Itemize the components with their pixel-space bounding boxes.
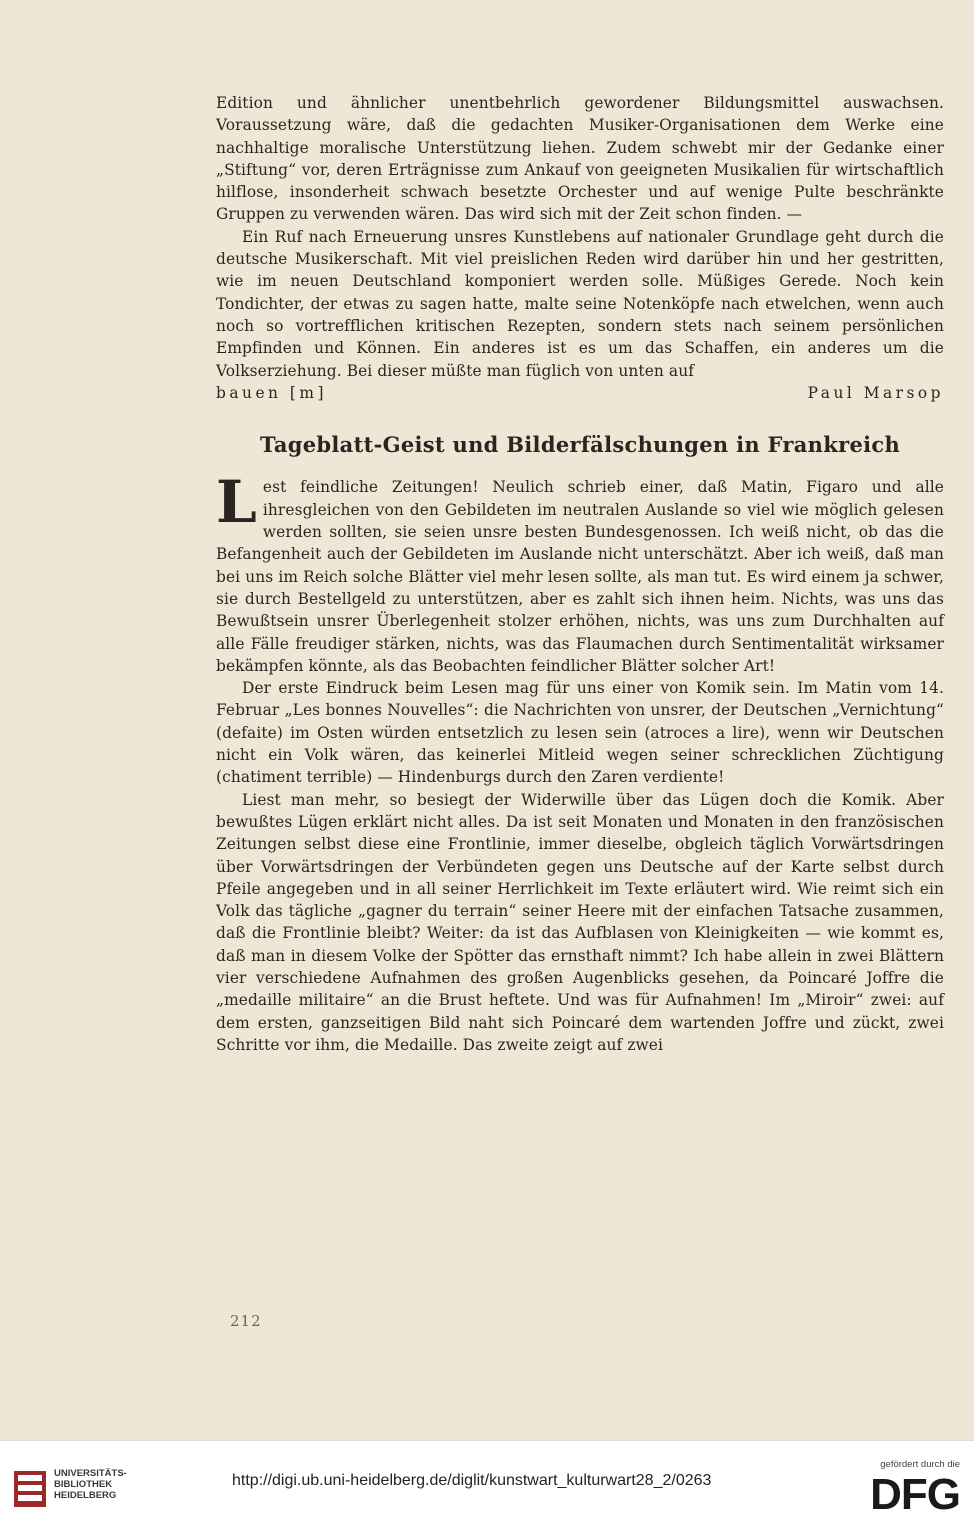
digitization-footer bbox=[0, 1440, 974, 1531]
section-heading: Tageblatt-Geist und Bilderfälschungen in Frankreich bbox=[259, 432, 901, 458]
library-name-line-3: HEIDELBERG bbox=[54, 1490, 117, 1501]
paragraph-1: Edition und ähnlicher unentbehrlich gewordener Bildungsmittel auswachsen. Voraussetzung wäre, daß die gedachten Musiker-Organisationen dem Werke eine nachhaltige moralische Unterstützung liehen. Zudem schwebt mir der Gedanke einer „Stiftung“ vor, deren Erträgnisse zum Ankauf von geeigneten Musikalien für wirtschaftlich hilflose, insonderheit schwach besetzte Orchester und auf wenige Pulte beschränkte Gruppen zu verwenden wären. Das wird sich mit der Zeit schon finden. — bbox=[216, 94, 944, 224]
library-name-line-2: BIBLIOTHEK bbox=[54, 1479, 113, 1490]
paragraph-3-text: est feindliche Zeitungen! Neulich schrieb einer, daß Matin, Figaro und alle ihresgleichen von den Gebildeten im neutralen Auslande so viel wie möglich gelesen werden sollten, sie seien unsre besten Bundesgenossen. Ich weiß nicht, ob das die Befangenheit auch der Gebildeten im Auslande nicht unterschätzt. Aber ich weiß, daß man bei uns im Reich solche Blätter viel mehr lesen sollte, als man tut. Es wird einem ja schwer, sie durch Bestellgeld zu unterstützen, aber es zahlt sich ihnen heim. Nichts, was uns das Bewußtsein unsrer Überlegenheit stolzer erhöhen, nichts, was uns zum Durchhalten auf alle Fälle freudiger stärken, nichts, was das Flaumachen durch Sentimentalität wirksamer bekämpfen könnte, als das Beobachten feindlicher Blätter solcher Art! bbox=[216, 478, 944, 675]
funded-by-label: gefördert durch die bbox=[880, 1459, 960, 1470]
author-signature: Paul Marsop bbox=[807, 383, 944, 402]
source-url-link[interactable]: http://digi.ub.uni-heidelberg.de/diglit/kunstwart_kulturwart28_2/0263 bbox=[232, 1472, 712, 1489]
library-name-line-1: UNIVERSITÄTS- bbox=[54, 1468, 127, 1479]
university-library-logo-icon bbox=[12, 1469, 48, 1509]
paragraph-2-end: bauen [m] bbox=[216, 383, 327, 402]
page-number: 212 bbox=[230, 1312, 262, 1330]
paragraph-2: Ein Ruf nach Erneuerung unsres Kunstlebens auf nationaler Grundlage geht durch die deutsche Musikerschaft. Mit viel preislichen Reden wird darüber hin und her gestritten, wie im neuen Deutschland komponiert werden solle. Müßiges Gerede. Noch kein Tondichter, der etwas zu sagen hatte, malte seine Notenköpfe nach etwelchen, wenn auch noch so vortrefflichen kritischen Rezepten, sondern stets nach seinem persönlichen Empfinden und Können. Ein anderes ist es um das Schaffen, ein anderes um die Volkserziehung. Bei dieser müßte man füglich von unten auf bbox=[216, 227, 944, 380]
paragraph-4: Der erste Eindruck beim Lesen mag für uns einer von Komik sein. Im Matin vom 14. Februar „Les bonnes Nouvelles“: die Nachrichten von unsrer, der Deutschen „Vernichtung“ (defaite) im Osten würden entsetzlich zu lesen sein (atroces a lire), wenn wir Deutschen nicht ein Volk wären, das keinerlei Mitleid wegen seiner schrecklichen Züchtigung (chatiment terrible) — Hindenburgs durch den Zaren verdiente! bbox=[216, 679, 944, 787]
drop-cap: L bbox=[216, 468, 257, 537]
article-text bbox=[216, 92, 944, 1056]
library-name bbox=[54, 1468, 127, 1501]
paragraph-5: Liest man mehr, so besiegt der Widerwille über das Lügen doch die Komik. Aber bewußtes Lügen erklärt nicht alles. Da ist seit Monaten und Monaten in den französischen Zeitungen selbst diese eine Frontlinie, immer dieselbe, obgleich täglich Vorwärtsdringen über Vorwärtsdringen der Verbündeten gegen uns Deutsche auf der Karte selbst durch Pfeile angegeben und in all seiner Herrlichkeit im Texte erläutert wird. Wie reimt sich ein Volk das tägliche „gagner du terrain“ seiner Heere mit der einfachen Tatsache zusammen, daß die Frontlinie bleibt? Weiter: da ist das Aufblasen von Kleinigkeiten — wie kommt es, daß man in diesem Volke der Spötter das ernsthaft nimmt? Ich habe allein in zwei Blättern vier verschiedene Aufnahmen des großen Augenblicks gesehen, da Poincaré Joffre die „medaille militaire“ an die Brust heftete. Und was für Aufnahmen! Im „Miroir“ zwei: auf dem ersten, ganzseitigen Bild naht sich Poincaré dem wartenden Joffre und zückt, zwei Schritte vor ihm, die Medaille. Das zweite zeigt auf zwei bbox=[216, 790, 944, 1054]
dfg-logo: DFG bbox=[870, 1470, 960, 1519]
paragraph-3 bbox=[216, 468, 944, 677]
signature-row bbox=[216, 382, 944, 404]
